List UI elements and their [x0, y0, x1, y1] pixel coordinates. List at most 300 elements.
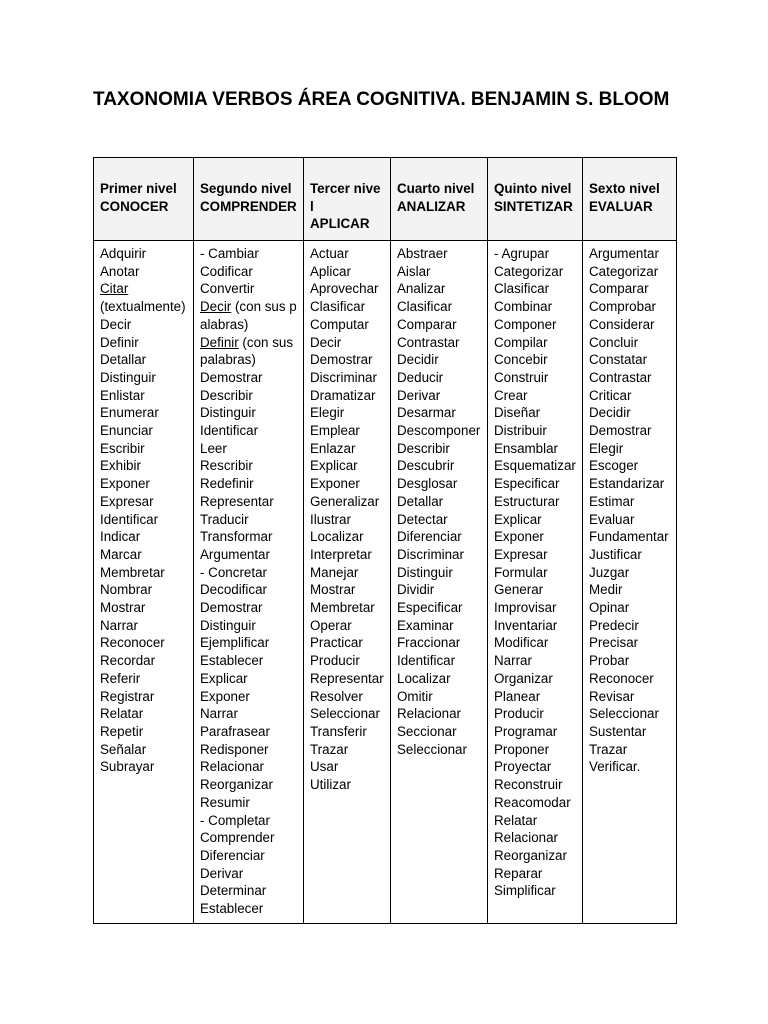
verb-text: Estandarizar: [589, 476, 665, 492]
verb-text: Actuar: [310, 246, 349, 261]
verb-item: [589, 705, 670, 723]
verb-text: Transformar: [200, 529, 273, 545]
verb-item: [100, 404, 187, 422]
verb-item: [310, 758, 384, 776]
verb-text: Explicar: [494, 511, 542, 527]
verb-text: Concluir: [589, 334, 639, 350]
verb-text: Enunciar: [100, 423, 153, 439]
verb-item: [310, 723, 384, 741]
verb-item: [397, 280, 481, 298]
verb-text: Combinar: [494, 299, 553, 315]
verb-text: Computar: [310, 316, 369, 332]
verb-item: [494, 776, 576, 794]
verb-text: Fundamentar: [589, 529, 669, 545]
verb-item: [589, 422, 670, 440]
verb-text: Expresar: [100, 493, 154, 509]
verb-item: [494, 546, 576, 564]
verb-text: Simplificar: [494, 883, 556, 899]
verb-item: [494, 245, 576, 263]
verb-item: [397, 351, 481, 369]
verb-item: [310, 475, 384, 493]
verb-item: [310, 617, 384, 635]
verb-text: Categorizar: [589, 263, 659, 279]
verb-text: Demostrar: [200, 369, 263, 385]
verb-item: [494, 404, 576, 422]
verb-text: Enlazar: [310, 440, 356, 456]
verb-text: Identificar: [397, 653, 456, 669]
verb-text: Relatar: [494, 812, 538, 828]
header-primer-nivel: [94, 158, 194, 241]
verb-text: Membretar: [310, 600, 375, 616]
verb-text: Inventariar: [494, 617, 558, 633]
verb-item: [100, 599, 187, 617]
verb-underlined: Decir: [200, 299, 232, 315]
verb-text: Marcar: [100, 546, 142, 562]
verb-text: Fraccionar: [397, 635, 461, 651]
verb-item: [310, 741, 384, 759]
verb-text: Redisponer: [200, 741, 269, 757]
verb-item: [589, 599, 670, 617]
verb-text: Sustentar: [589, 723, 647, 739]
verb-item: [200, 334, 297, 369]
verb-text: Derivar: [200, 865, 244, 881]
verb-item: [100, 298, 187, 316]
verb-item: [589, 404, 670, 422]
verb-text: Dramatizar: [310, 387, 376, 403]
verb-item: [200, 280, 297, 298]
verb-text: Redefinir: [200, 476, 254, 492]
verb-text: Relacionar: [397, 706, 462, 722]
verb-text: Clasificar: [494, 281, 550, 297]
verb-item: [397, 705, 481, 723]
verb-item: [200, 670, 297, 688]
verb-item: [494, 634, 576, 652]
verb-item: [397, 457, 481, 475]
verb-text: Improvisar: [494, 600, 557, 616]
verb-text: Discriminar: [397, 546, 464, 562]
verb-item: [397, 263, 481, 281]
verb-text: Desglosar: [397, 476, 458, 492]
verb-item: [100, 581, 187, 599]
header-segundo-nivel: [194, 158, 304, 241]
verb-item: [100, 688, 187, 706]
verb-text: Enlistar: [100, 387, 145, 403]
verb-text: Proponer: [494, 741, 550, 757]
verb-text: Juzgar: [589, 564, 630, 580]
verb-item: [589, 245, 670, 263]
verb-item: [397, 599, 481, 617]
verb-text: Demostrar: [200, 600, 263, 616]
verb-text: Mostrar: [100, 600, 146, 616]
document-title: TAXONOMIA VERBOS ÁREA COGNITIVA. BENJAMIN S. BLOOM: [93, 89, 670, 110]
verb-text: Probar: [589, 653, 630, 669]
verb-text: Seccionar: [397, 723, 457, 739]
verb-item: [310, 688, 384, 706]
verb-item: [200, 369, 297, 387]
verb-item: [200, 457, 297, 475]
verb-item: [100, 475, 187, 493]
verb-item: [200, 723, 297, 741]
verb-text: Distinguir: [200, 617, 256, 633]
verb-text: Seleccionar: [397, 741, 467, 757]
verb-item: [494, 387, 576, 405]
verb-text: Distribuir: [494, 423, 547, 439]
verb-item: [397, 723, 481, 741]
verb-item: [310, 705, 384, 723]
verbs-cell-sintetizar: [488, 241, 583, 924]
verb-item: [494, 599, 576, 617]
verb-item: [397, 369, 481, 387]
verb-text: Establecer: [200, 901, 264, 917]
verb-text: Representar: [310, 670, 384, 686]
verb-text: Estimar: [589, 493, 635, 509]
verb-text: Determinar: [200, 883, 267, 899]
verb-item: [100, 564, 187, 582]
verb-item: [200, 440, 297, 458]
verb-item: [397, 634, 481, 652]
verb-item: [589, 564, 670, 582]
header-level-verb: SINTETIZAR: [494, 198, 573, 214]
verb-text: Traducir: [200, 511, 249, 527]
verb-text: Usar: [310, 759, 339, 775]
verb-item: [397, 564, 481, 582]
verb-item: [494, 882, 576, 900]
verb-text: Abstraer: [397, 246, 448, 261]
verb-text: Mostrar: [310, 582, 356, 598]
verb-text: - Cambiar: [200, 246, 259, 261]
verb-text: Registrar: [100, 688, 155, 704]
verb-item: [397, 440, 481, 458]
verb-text: Distinguir: [200, 405, 256, 421]
verb-text: Recordar: [100, 653, 156, 669]
verb-text: Decidir: [397, 352, 439, 368]
header-level-verb: ANALIZAR: [397, 198, 466, 214]
verb-text: Localizar: [310, 529, 364, 545]
verb-item: [589, 688, 670, 706]
verbs-cell-conocer: [94, 241, 194, 924]
verb-text: Desarmar: [397, 405, 456, 421]
verb-text: Convertir: [200, 281, 255, 297]
verb-text: Predecir: [589, 617, 639, 633]
verb-item: [310, 564, 384, 582]
verb-text: Narrar: [100, 617, 138, 633]
verb-item: [310, 776, 384, 794]
verb-text: Ilustrar: [310, 511, 351, 527]
verb-text: (textualmente): [100, 299, 186, 315]
verb-text: Compilar: [494, 334, 548, 350]
table-header-row: [94, 158, 677, 241]
verb-item: [589, 546, 670, 564]
verb-text: Categorizar: [494, 263, 564, 279]
verb-text: Estructurar: [494, 493, 560, 509]
verb-item: [200, 404, 297, 422]
verb-text: Generar: [494, 582, 544, 598]
verb-text: Comprobar: [589, 299, 656, 315]
verb-text: Detallar: [397, 493, 444, 509]
verb-item: [310, 670, 384, 688]
verb-text: Reconstruir: [494, 777, 563, 793]
verb-text: Exponer: [310, 476, 360, 492]
verb-text: Deducir: [397, 369, 444, 385]
verb-text: Seleccionar: [589, 706, 659, 722]
verb-text: Reorganizar: [494, 847, 567, 863]
verb-text: - Agrupar: [494, 246, 550, 261]
verb-item: [200, 263, 297, 281]
verb-item: [397, 475, 481, 493]
verb-text: Demostrar: [589, 423, 652, 439]
verb-item: [310, 245, 384, 263]
verb-text: Generalizar: [310, 493, 380, 509]
verb-text: Clasificar: [397, 299, 453, 315]
verb-item: [589, 298, 670, 316]
verb-item: [100, 634, 187, 652]
verb-item: [200, 812, 297, 830]
verb-text: Repetir: [100, 723, 144, 739]
header-level-label: Segundo nivel: [200, 181, 292, 196]
verb-text: Manejar: [310, 564, 359, 580]
verb-item: [397, 387, 481, 405]
verb-text: Analizar: [397, 281, 446, 297]
verb-item: [200, 528, 297, 546]
verb-item: [397, 617, 481, 635]
verb-item: [200, 564, 297, 582]
verb-text: Relacionar: [200, 759, 265, 775]
verb-item: [397, 670, 481, 688]
verb-item: [200, 794, 297, 812]
verb-text: Codificar: [200, 263, 253, 279]
verb-text: Membretar: [100, 564, 165, 580]
verb-text: Evaluar: [589, 511, 635, 527]
verb-item: [100, 723, 187, 741]
verb-text: Omitir: [397, 688, 433, 704]
verb-item: [494, 758, 576, 776]
verb-text: Organizar: [494, 670, 553, 686]
verb-item: [200, 422, 297, 440]
verb-text: Elegir: [310, 405, 345, 421]
verb-item: [494, 581, 576, 599]
verb-text: Narrar: [494, 653, 532, 669]
verb-item: [589, 581, 670, 599]
verb-text: Relatar: [100, 706, 144, 722]
verb-item: [494, 723, 576, 741]
verb-item: [310, 387, 384, 405]
verb-item: [200, 581, 297, 599]
verb-text: Contrastar: [589, 369, 652, 385]
verb-text: Constatar: [589, 352, 648, 368]
verb-item: [310, 599, 384, 617]
verb-item: [200, 900, 297, 918]
verb-text: Parafrasear: [200, 723, 270, 739]
verb-item: [200, 865, 297, 883]
verb-text: Justificar: [589, 546, 642, 562]
verb-item: [589, 493, 670, 511]
verb-text: Escribir: [100, 440, 145, 456]
verb-item: [589, 723, 670, 741]
verb-text: Aislar: [397, 263, 431, 279]
verb-item: [310, 528, 384, 546]
verb-item: [494, 263, 576, 281]
verb-item: [200, 829, 297, 847]
verb-text: Planear: [494, 688, 541, 704]
verb-text: Ensamblar: [494, 440, 559, 456]
verb-text: Describir: [397, 440, 450, 456]
verb-item: [589, 475, 670, 493]
verb-text: Detallar: [100, 352, 147, 368]
verb-item: [397, 511, 481, 529]
verb-item: [310, 546, 384, 564]
verb-item: [589, 351, 670, 369]
verb-text: Comparar: [397, 316, 457, 332]
verb-item: [589, 652, 670, 670]
verb-underlined: Definir: [200, 334, 239, 350]
verb-item: [397, 422, 481, 440]
header-cuarto-nivel: [391, 158, 488, 241]
verb-item: [200, 758, 297, 776]
verb-text: Dividir: [397, 582, 435, 598]
verbs-cell-evaluar: [583, 241, 677, 924]
verb-text: Construir: [494, 369, 549, 385]
verb-underlined: Citar: [100, 281, 129, 297]
verb-item: [589, 634, 670, 652]
verb-item: [397, 741, 481, 759]
table-body-row: [94, 241, 677, 924]
verb-text: Diferenciar: [397, 529, 462, 545]
verb-text: Explicar: [310, 458, 358, 474]
header-level-label: Quinto nivel: [494, 181, 572, 196]
header-quinto-nivel: [488, 158, 583, 241]
verb-item: [100, 440, 187, 458]
verb-text: Transferir: [310, 723, 367, 739]
verb-text: Precisar: [589, 635, 639, 651]
verb-item: [200, 493, 297, 511]
verb-text: (con sus palabras): [200, 299, 297, 332]
verb-text: Esquematizar: [494, 458, 576, 474]
verb-item: [310, 316, 384, 334]
verb-item: [310, 404, 384, 422]
verbs-cell-analizar: [391, 241, 488, 924]
verb-item: [310, 440, 384, 458]
verb-item: [100, 741, 187, 759]
verb-text: Decodificar: [200, 582, 267, 598]
verb-item: [100, 351, 187, 369]
verb-item: [100, 705, 187, 723]
verb-item: [589, 334, 670, 352]
verb-item: [397, 581, 481, 599]
verb-item: [200, 245, 297, 263]
verb-text: Trazar: [310, 741, 349, 757]
verb-item: [589, 440, 670, 458]
verb-text: Diferenciar: [200, 847, 265, 863]
verb-item: [310, 493, 384, 511]
verb-text: Exponer: [200, 688, 250, 704]
verb-item: [494, 422, 576, 440]
verb-item: [494, 316, 576, 334]
verb-text: Elegir: [589, 440, 624, 456]
verb-text: Descubrir: [397, 458, 455, 474]
verb-item: [397, 688, 481, 706]
verb-item: [589, 316, 670, 334]
verb-text: Contrastar: [397, 334, 460, 350]
verb-item: [494, 351, 576, 369]
verb-text: Expresar: [494, 546, 548, 562]
verb-item: [397, 528, 481, 546]
verb-text: Indicar: [100, 529, 141, 545]
verb-item: [200, 652, 297, 670]
verb-item: [100, 493, 187, 511]
verb-item: [494, 812, 576, 830]
verb-text: Aprovechar: [310, 281, 379, 297]
verb-text: Operar: [310, 617, 352, 633]
verb-item: [200, 546, 297, 564]
verb-text: Concebir: [494, 352, 548, 368]
verb-text: Definir: [100, 334, 139, 350]
header-level-verb: CONOCER: [100, 198, 169, 214]
verb-text: Identificar: [100, 511, 159, 527]
verb-text: Reparar: [494, 865, 543, 881]
verb-item: [397, 245, 481, 263]
verb-text: Decidir: [589, 405, 631, 421]
verb-item: [310, 280, 384, 298]
verb-item: [310, 263, 384, 281]
verb-item: [200, 634, 297, 652]
verb-item: [494, 865, 576, 883]
verb-text: Reconocer: [589, 670, 654, 686]
verb-text: Enumerar: [100, 405, 159, 421]
header-level-verb: EVALUAR: [589, 198, 653, 214]
header-level-label: Sexto nivel: [589, 181, 660, 196]
verb-text: Producir: [494, 706, 544, 722]
verb-text: Medir: [589, 582, 623, 598]
verb-text: Ejemplificar: [200, 635, 270, 651]
verb-item: [200, 705, 297, 723]
verb-text: Modificar: [494, 635, 549, 651]
verb-text: Verificar.: [589, 759, 641, 775]
header-level-label: Primer nivel: [100, 181, 177, 196]
header-level-label: Cuarto nivel: [397, 181, 475, 196]
verb-item: [100, 245, 187, 263]
verb-item: [589, 758, 670, 776]
verb-text: Señalar: [100, 741, 147, 757]
verbs-cell-aplicar: [304, 241, 391, 924]
verb-item: [200, 741, 297, 759]
verb-item: [494, 493, 576, 511]
verb-item: [589, 741, 670, 759]
verb-item: [494, 475, 576, 493]
verb-text: Programar: [494, 723, 558, 739]
verb-text: Descomponer: [397, 423, 481, 439]
verb-text: Distinguir: [100, 369, 156, 385]
verb-item: [100, 422, 187, 440]
verb-item: [310, 652, 384, 670]
verb-text: Decir: [310, 334, 342, 350]
verb-item: [100, 617, 187, 635]
verb-text: Relacionar: [494, 830, 559, 846]
verb-text: Referir: [100, 670, 141, 686]
verb-item: [100, 316, 187, 334]
verb-item: [200, 617, 297, 635]
verb-text: Proyectar: [494, 759, 552, 775]
verb-text: Exponer: [494, 529, 544, 545]
verb-item: [494, 847, 576, 865]
verb-text: Nombrar: [100, 582, 153, 598]
verb-item: [589, 263, 670, 281]
verb-item: [100, 280, 187, 298]
verb-text: Componer: [494, 316, 557, 332]
verb-item: [310, 422, 384, 440]
verb-item: [100, 652, 187, 670]
header-sexto-nivel: [583, 158, 677, 241]
verb-item: [494, 334, 576, 352]
